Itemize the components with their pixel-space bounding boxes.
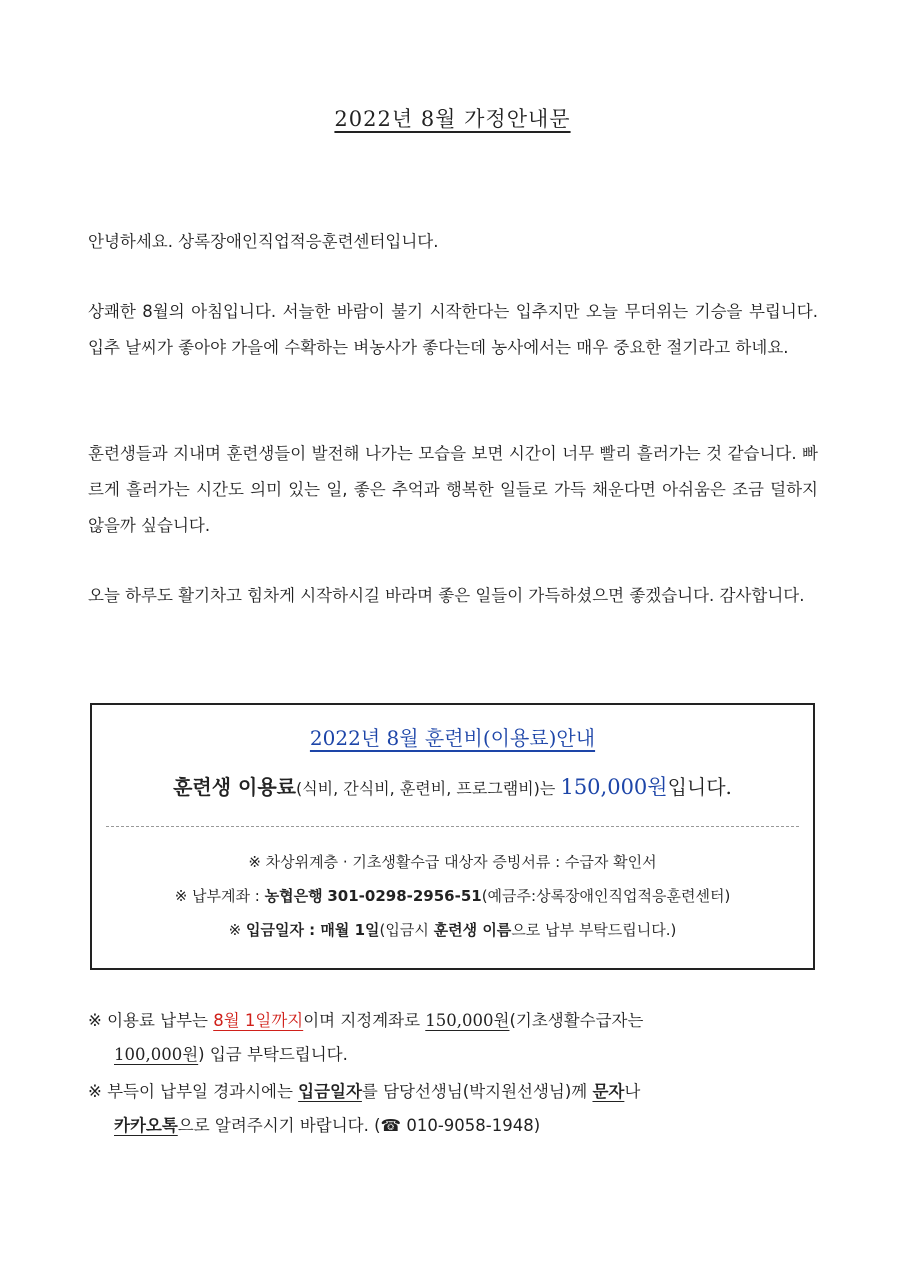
phone-icon: ☎	[380, 1116, 402, 1135]
fee-amount-regular: 150,000원	[425, 1011, 510, 1030]
dashed-divider	[106, 826, 799, 827]
deposit-date-emph: 입금일자	[298, 1082, 362, 1101]
fee-detail: (식비, 간식비, 훈련비, 프로그램비)는	[295, 779, 556, 798]
note-eligibility: ※ 차상위계층 · 기초생활수급 대상자 증빙서류 : 수급자 확인서	[248, 853, 657, 871]
late-payment-note: ※ 부득이 납부일 경과시에는 입금일자를 담당선생님(박지원선생님)께 문자나 카카오톡으로 알려주시기 바랍니다. (☎ 010-9058-1948)	[88, 1082, 641, 1135]
intro-paragraph: 상쾌한 8월의 아침입니다. 서늘한 바람이 불기 시작한다는 입추지만 오늘 무더위는 기승을 부립니다. 입추 날씨가 좋아야 가을에 수확하는 벼농사가 좋다는데 농사에서는 매우 중요한 절기라고 하네요.	[88, 302, 818, 357]
payment-deadline-note: ※ 이용료 납부는 8월 1일까지이며 지정계좌로 150,000원(기초생활수급자는 100,000원) 입금 부탁드립니다.	[88, 1011, 644, 1064]
fee-suffix: 입니다.	[667, 775, 732, 799]
fee-box-title: 2022년 8월 훈련비(이용료)안내	[309, 726, 596, 750]
sms-emph: 문자	[592, 1082, 625, 1101]
deadline-date: 8월 1일까지	[213, 1011, 304, 1030]
note-deposit-date: ※ 입금일자 : 매월 1일(입금시 훈련생 이름으로 납부 부탁드립니다.)	[228, 921, 677, 939]
kakaotalk-emph: 카카오톡	[114, 1116, 178, 1135]
fee-prefix: 훈련생 이용료	[173, 775, 296, 799]
fee-amount-recipient: 100,000원	[114, 1045, 199, 1064]
trainee-name-label: 훈련생 이름	[433, 921, 512, 939]
greeting-paragraph: 안녕하세요. 상록장애인직업적응훈련센터입니다.	[88, 232, 439, 251]
phone-number: 010-9058-1948	[406, 1116, 534, 1135]
fee-line	[92, 771, 813, 801]
bank-name: 농협은행	[264, 887, 323, 905]
note-account: ※ 납부계좌 : 농협은행 301-0298-2956-51(예금주:상록장애인직업적응훈련센터)	[174, 887, 731, 905]
closing-paragraph: 오늘 하루도 활기차고 힘차게 시작하시길 바라며 좋은 일들이 가득하셨으면 좋겠습니다. 감사합니다.	[88, 586, 805, 605]
trainee-paragraph: 훈련생들과 지내며 훈련생들이 발전해 나가는 모습을 보면 시간이 너무 빨리 흘러가는 것 같습니다. 빠르게 흘러가는 시간도 의미 있는 일, 좋은 추억과 행복한 일들로 가득 채운다면 아쉬움은 조금 덜하지 않을까 싶습니다.	[88, 444, 818, 535]
fee-info-box	[90, 703, 815, 970]
account-number: 301-0298-2956-51	[327, 887, 482, 905]
page-title: 2022년 8월 가정안내문	[334, 107, 571, 131]
account-holder: (예금주:상록장애인직업적응훈련센터)	[481, 887, 731, 905]
deposit-date-label: 입금일자 : 매월 1일	[245, 921, 380, 939]
fee-amount: 150,000원	[560, 775, 668, 799]
